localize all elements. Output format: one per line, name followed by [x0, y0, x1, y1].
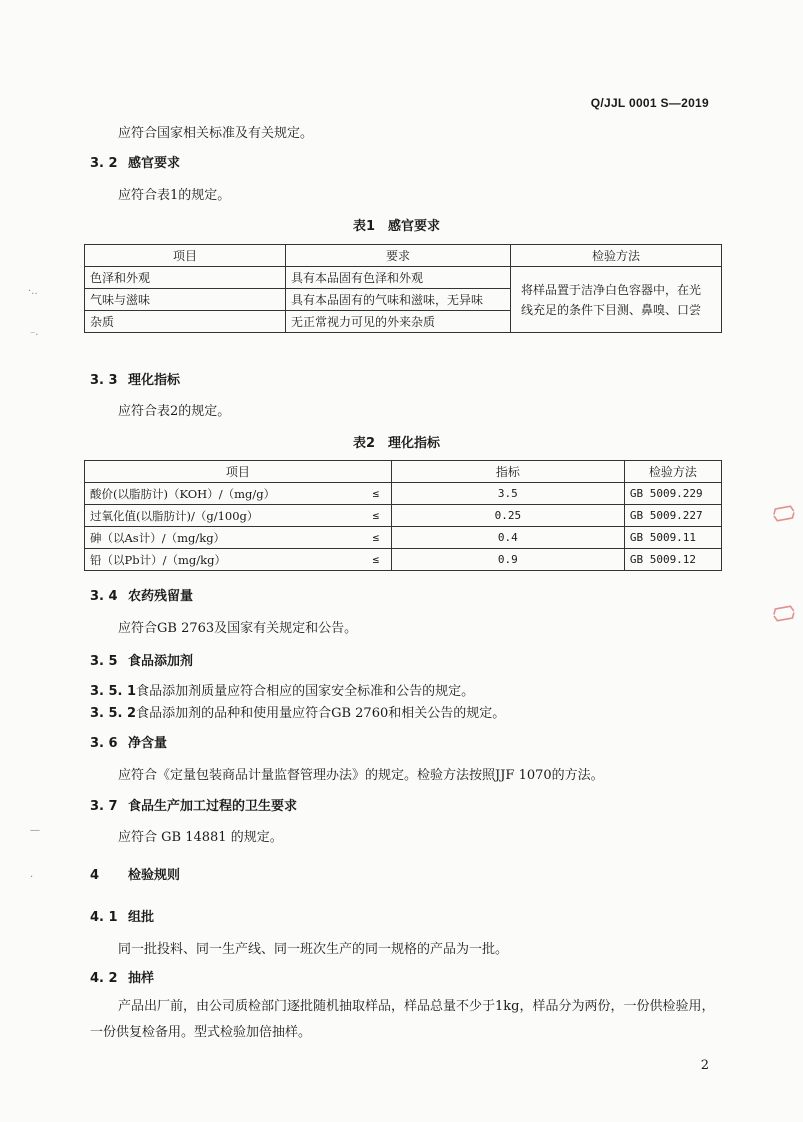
- section-3-3-text: 应符合表2的规定。: [118, 404, 231, 419]
- cell-value: 0.25: [391, 505, 624, 527]
- cell-item: 杂质: [85, 311, 286, 333]
- section-4-1-heading: [90, 906, 154, 925]
- cell-method: GB 5009.11: [624, 527, 721, 549]
- section-4-1-text: 同一批投料、同一生产线、同一班次生产的同一规格的产品为一批。: [118, 942, 509, 957]
- section-title: 农药残留量: [128, 589, 194, 604]
- clause-number: 3. 5. 1: [90, 684, 137, 699]
- section-number: 3. 3: [90, 373, 118, 388]
- section-title: 感官要求: [128, 156, 181, 171]
- section-number: 4. 2: [90, 971, 118, 986]
- section-number: 3. 7: [90, 799, 118, 814]
- cell-item: 酸价(以脂肪计)（KOH）/（mg/g）: [85, 483, 361, 505]
- cell-requirement: 无正常视力可见的外来杂质: [286, 311, 511, 333]
- cell-item: 过氧化值(以脂肪计)/（g/100g）: [85, 505, 361, 527]
- cell-item: 砷（以As计）/（mg/kg）: [85, 527, 361, 549]
- header-index: 指标: [391, 461, 624, 483]
- table-1-caption: 表1 感官要求: [352, 219, 441, 234]
- header-method: 检验方法: [624, 461, 721, 483]
- clause-3-5-2: [90, 702, 505, 721]
- table-row: [85, 505, 722, 527]
- section-3-2-heading: [90, 152, 180, 171]
- header-item: 项目: [85, 461, 392, 483]
- section-3-4-heading: [90, 585, 193, 604]
- cell-value: 0.9: [391, 549, 624, 571]
- section-number: 3. 2: [90, 156, 118, 171]
- scan-mark: ·: [30, 872, 34, 883]
- section-title: 检验规则: [128, 868, 181, 883]
- scan-mark: —: [30, 825, 40, 836]
- physicochemical-table: [84, 460, 722, 571]
- clause-3-5-1: [90, 680, 474, 699]
- table-row: [85, 527, 722, 549]
- cell-operator: ≤: [361, 505, 392, 527]
- section-3-7-text: 应符合 GB 14881 的规定。: [118, 830, 283, 845]
- clause-text: 食品添加剂质量应符合相应的国家安全标准和公告的规定。: [136, 684, 475, 699]
- table-header-row: [85, 245, 722, 267]
- sensory-table: [84, 244, 722, 333]
- cell-requirement: 具有本品固有色泽和外观: [286, 267, 511, 289]
- section-4-2-heading: [90, 967, 154, 986]
- seal-fragment-icon: 〔〕: [765, 589, 800, 638]
- header-requirement: 要求: [286, 245, 511, 267]
- section-title: 食品添加剂: [128, 654, 194, 669]
- section-title: 组批: [128, 910, 155, 925]
- section-3-6-heading: [90, 732, 167, 751]
- section-4-heading: [90, 864, 180, 883]
- intro-text: 应符合国家相关标准及有关规定。: [118, 126, 314, 141]
- cell-operator: ≤: [361, 527, 392, 549]
- cell-method: GB 5009.229: [624, 483, 721, 505]
- cell-method: GB 5009.227: [624, 505, 721, 527]
- cell-operator: ≤: [361, 549, 392, 571]
- cell-requirement: 具有本品固有的气味和滋味，无异味: [286, 289, 511, 311]
- header-item: 项目: [85, 245, 286, 267]
- section-3-2-text: 应符合表1的规定。: [118, 188, 231, 203]
- seal-fragment-icon: 〔〕: [765, 489, 800, 538]
- section-number: 3. 4: [90, 589, 118, 604]
- section-3-4-text: 应符合GB 2763及国家有关规定和公告。: [118, 621, 358, 636]
- scan-mark: ⁻·: [30, 330, 39, 341]
- cell-method: 将样品置于洁净白色容器中，在光线充足的条件下目测、鼻嗅、口尝: [511, 267, 722, 333]
- section-3-5-heading: [90, 650, 193, 669]
- section-title: 理化指标: [128, 373, 181, 388]
- section-number: 3. 5: [90, 654, 118, 669]
- header-method: 检验方法: [511, 245, 722, 267]
- section-3-7-heading: [90, 795, 297, 814]
- section-number: 4. 1: [90, 910, 118, 925]
- cell-method: GB 5009.12: [624, 549, 721, 571]
- section-number: 4: [90, 868, 100, 883]
- table-row: [85, 483, 722, 505]
- section-number: 3. 6: [90, 736, 118, 751]
- section-title: 食品生产加工过程的卫生要求: [128, 799, 298, 814]
- table-row: [85, 267, 722, 289]
- table-header-row: [85, 461, 722, 483]
- page-number: 2: [700, 1058, 709, 1073]
- document-code: Q/JJL 0001 S—2019: [590, 96, 709, 110]
- cell-item: 色泽和外观: [85, 267, 286, 289]
- cell-item: 气味与滋味: [85, 289, 286, 311]
- cell-value: 3.5: [391, 483, 624, 505]
- cell-item: 铅（以Pb计）/（mg/kg）: [85, 549, 361, 571]
- cell-operator: ≤: [361, 483, 392, 505]
- table-row: [85, 549, 722, 571]
- section-title: 抽样: [128, 971, 155, 986]
- clause-number: 3. 5. 2: [90, 706, 137, 721]
- scan-mark: ·‥: [28, 286, 38, 297]
- section-3-3-heading: [90, 369, 180, 388]
- section-4-2-text: 产品出厂前，由公司质检部门逐批随机抽取样品，样品总量不少于1kg，样品分为两份，一份供检验用，一份供复检备用。型式检验加倍抽样。: [90, 999, 715, 1040]
- cell-value: 0.4: [391, 527, 624, 549]
- section-title: 净含量: [128, 736, 168, 751]
- section-3-6-text: 应符合《定量包装商品计量监督管理办法》的规定。检验方法按照JJF 1070的方法。: [118, 768, 604, 783]
- clause-text: 食品添加剂的品种和使用量应符合GB 2760和相关公告的规定。: [136, 706, 506, 721]
- table-2-caption: 表2 理化指标: [352, 436, 441, 451]
